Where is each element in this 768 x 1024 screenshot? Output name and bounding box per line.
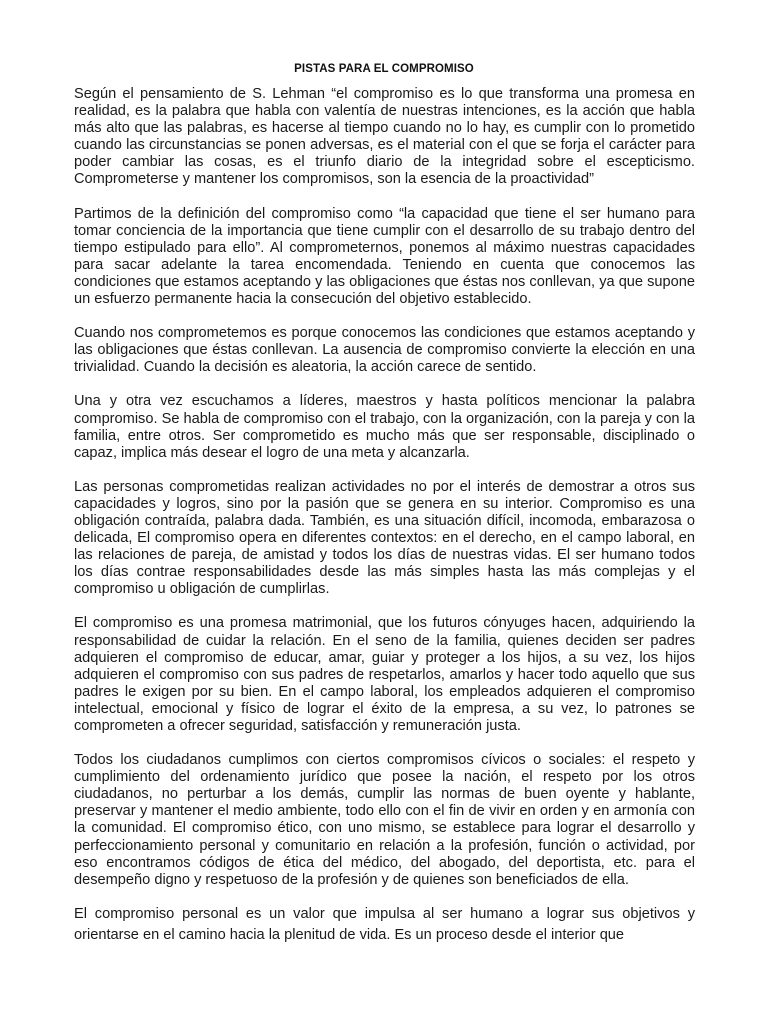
paragraph: Las personas comprometidas realizan actividades no por el interés de demostrar a otros sus capacidades y logros, sino por la pasión que se genera en su interior. Compromiso es una obligación contraída, palabra dada. También, es una situación difícil, incomoda, embarazosa o delicada, El compromiso opera en diferentes contextos: en el derecho, en el campo laboral, en las relaciones de pareja, de amistad y todos los días de nuestras vidas. El ser humano todos los días contrae responsabilidades desde las más simples hasta las más complejas y el compromiso u obligación de cumplirlas. (74, 478, 695, 598)
document-body (74, 86, 695, 946)
paragraph: Todos los ciudadanos cumplimos con ciertos compromisos cívicos o sociales: el respeto y cumplimiento del ordenamiento jurídico que posee la nación, el respeto por los otros ciudadanos, no perturbar a los demás, cumplir las normas de buen oyente y hablante, preservar y mantener el medio ambiente, todo ello con el fin de vivir en orden y en armonía con la comunidad. El compromiso ético, con uno mismo, se establece para lograr el desarrollo y perfeccionamiento personal y comunitario en relación a la profesión, función o actividad, por eso encontramos códigos de ética del médico, del abogado, del deportista, etc. para el desempeño digno y respetuoso de la profesión y de quienes son beneficiados de ella. (74, 752, 695, 888)
paragraph: Según el pensamiento de S. Lehman “el compromiso es lo que transforma una promesa en realidad, es la palabra que habla con valentía de nuestras intenciones, es la acción que habla más alto que las palabras, es hacerse al tiempo cuando no lo hay, es cumplir con lo prometido cuando las circunstancias se ponen adversas, es el material con el que se forja el carácter para poder cambiar las cosas, es el triunfo diario de la integridad sobre el escepticismo. Comprometerse y mantener los compromisos, son la esencia de la proactividad” (74, 86, 695, 188)
paragraph: El compromiso es una promesa matrimonial, que los futuros cónyuges hacen, adquiriendo la responsabilidad de cuidar la relación. En el seno de la familia, quienes deciden ser padres adquieren el compromiso de educar, amar, guiar y proteger a los hijos, a su vez, los hijos adquieren el compromiso con sus padres de respetarlos, amarlos y hacer todo aquello que sus padres le exigen por su bien. En el campo laboral, los empleados adquieren el compromiso intelectual, emocional y físico de lograr el éxito de la empresa, a su vez, lo patrones se comprometen a ofrecer seguridad, satisfacción y remuneración justa. (74, 615, 695, 734)
paragraph: Partimos de la definición del compromiso como “la capacidad que tiene el ser humano para tomar conciencia de la importancia que tiene cumplir con el desarrollo de su trabajo dentro del tiempo estipulado para ello”. Al comprometernos, ponemos al máximo nuestras capacidades para sacar adelante la tarea encomendada. Teniendo en cuenta que conocemos las condiciones que estamos aceptando y las obligaciones que éstas nos conllevan, ya que supone un esfuerzo permanente hacia la consecución del objetivo establecido. (74, 205, 695, 308)
paragraph: El compromiso personal es un valor que impulsa al ser humano a lograr sus objetivos y orientarse en el camino hacia la plenitud de vida. Es un proceso desde el interior que (74, 905, 695, 943)
paragraph: Una y otra vez escuchamos a líderes, maestros y hasta políticos mencionar la palabra compromiso. Se habla de compromiso con el trabajo, con la organización, con la pareja y con la familia, entre otros. Ser comprometido es mucho más que ser responsable, disciplinado o capaz, implica más desear el logro de una meta y alcanzarla. (74, 393, 695, 461)
paragraph: Cuando nos comprometemos es porque conocemos las condiciones que estamos aceptando y las obligaciones que éstas conllevan. La ausencia de compromiso convierte la elección en una trivialidad. Cuando la decisión es aleatoria, la acción carece de sentido. (74, 325, 695, 376)
document-title: PISTAS PARA EL COMPROMISO (294, 63, 474, 75)
